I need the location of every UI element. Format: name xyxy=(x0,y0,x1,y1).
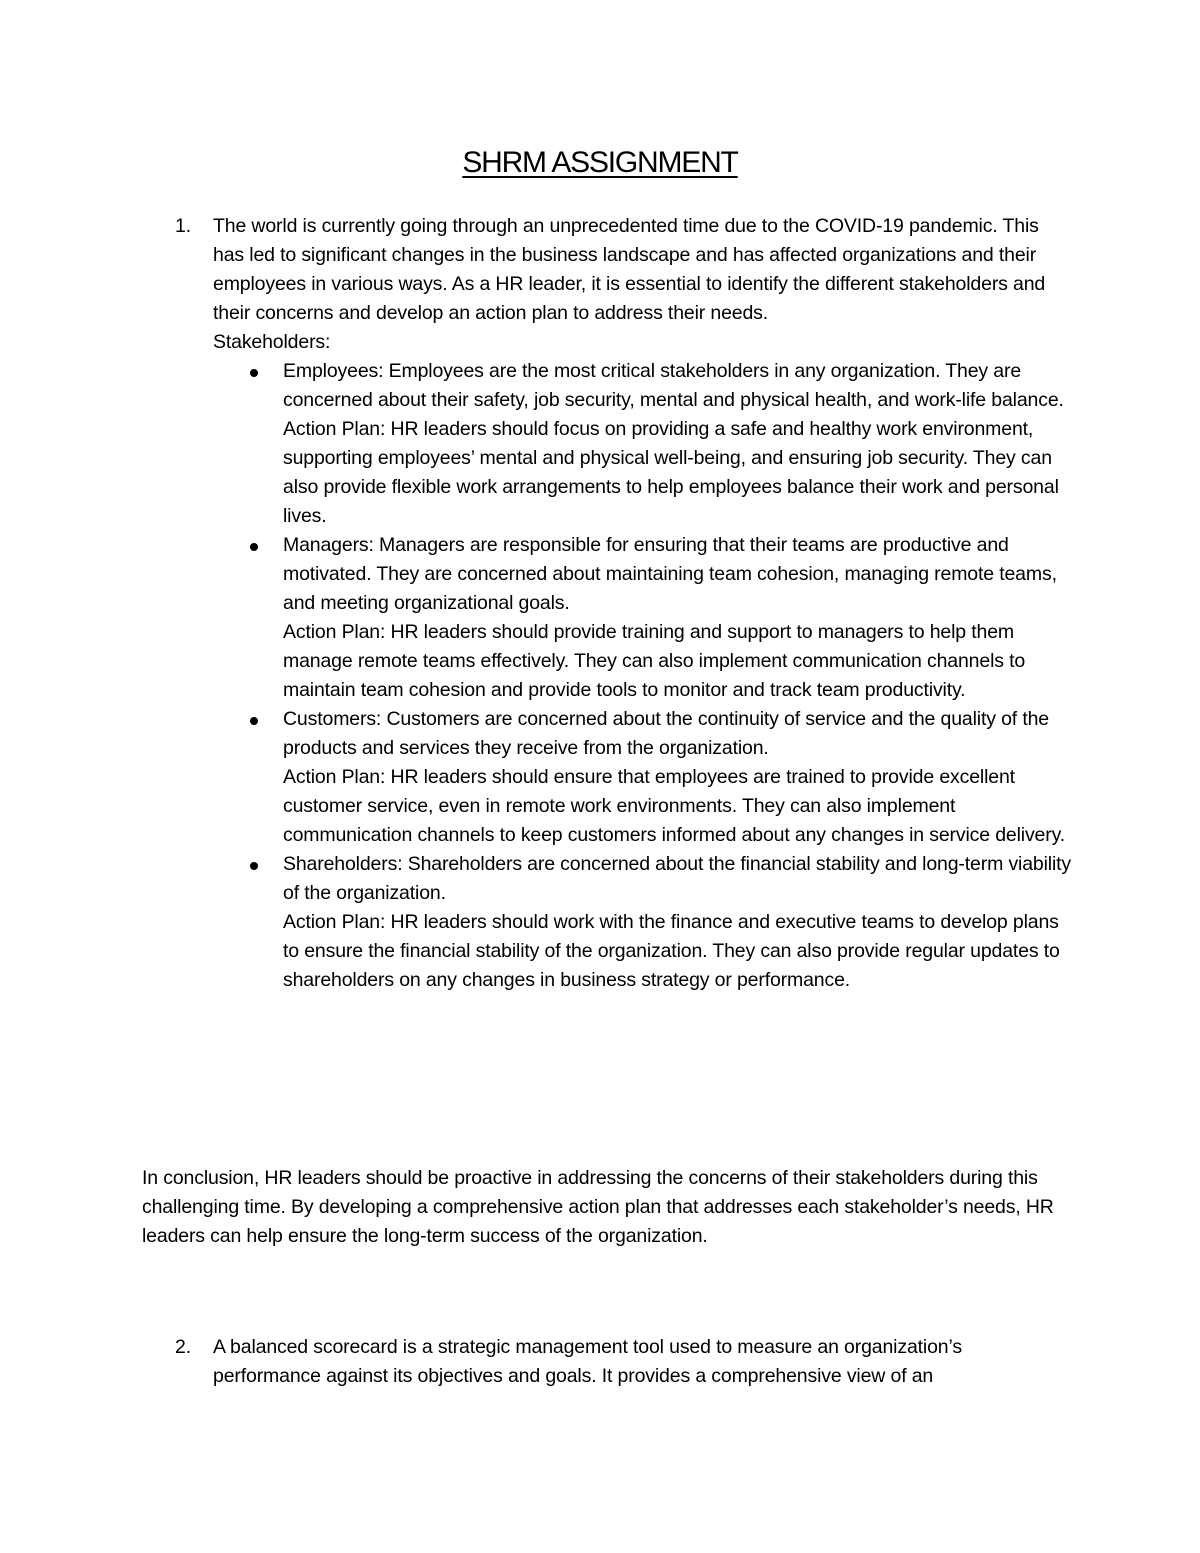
stakeholder-list xyxy=(213,357,1073,995)
bullet-icon xyxy=(250,369,258,377)
conclusion-paragraph: In conclusion, HR leaders should be proactive in addressing the concerns of their stakeholders during this challenging time. By developing a comprehensive action plan that addresses each stakeholder’s needs, HR leaders can help ensure the long-term success of the organization. xyxy=(142,1167,1054,1247)
stakeholder-action-plan: Action Plan: HR leaders should provide training and support to managers to help them manage remote teams effectively. They can also implement communication channels to maintain team cohesion and provide tools to monitor and track team productivity. xyxy=(283,621,1026,701)
bullet-icon xyxy=(250,717,258,725)
stakeholder-item-managers xyxy=(213,531,1073,705)
stakeholder-item-customers xyxy=(213,705,1073,850)
stakeholder-action-plan: Action Plan: HR leaders should focus on providing a safe and healthy work environment, supporting employees’ mental and physical well-being, and ensuring job security. They can also provide flexible work arrangements to help employees balance their work and personal lives. xyxy=(283,418,1059,527)
question-2-intro: A balanced scorecard is a strategic management tool used to measure an organization’s performance against its objectives and goals. It provides a comprehensive view of an xyxy=(213,1336,962,1387)
stakeholders-label: Stakeholders: xyxy=(213,331,331,353)
bullet-icon xyxy=(250,862,258,870)
stakeholder-action-plan: Action Plan: HR leaders should work with the finance and executive teams to develop plans to ensure the financial stability of the organization. They can also provide regular updates to shareholders on any changes in business strategy or performance. xyxy=(283,911,1060,991)
stakeholder-description: Managers: Managers are responsible for ensuring that their teams are productive and motivated. They are concerned about maintaining team cohesion, managing remote teams, and meeting organizational goals. xyxy=(283,534,1057,614)
question-1 xyxy=(175,212,1073,995)
document-title: SHRM ASSIGNMENT xyxy=(462,146,738,179)
question-1-intro: The world is currently going through an unprecedented time due to the COVID-19 pandemic. This has led to significant changes in the business landscape and has affected organizations and their employees in various ways. As a HR leader, it is essential to identify the different stakeholders and their concerns and develop an action plan to address their needs. xyxy=(213,215,1046,324)
question-2 xyxy=(175,1333,1073,1391)
question-2-number: 2. xyxy=(175,1336,191,1358)
stakeholder-item-shareholders xyxy=(213,850,1073,995)
question-1-number: 1. xyxy=(175,215,191,237)
stakeholder-description: Customers: Customers are concerned about the continuity of service and the quality of the products and services they receive from the organization. xyxy=(283,708,1049,759)
stakeholder-item-employees xyxy=(213,357,1073,531)
stakeholder-description: Employees: Employees are the most critical stakeholders in any organization. They are concerned about their safety, job security, mental and physical health, and work-life balance. xyxy=(283,360,1064,411)
stakeholder-description: Shareholders: Shareholders are concerned about the financial stability and long-term viability of the organization. xyxy=(283,853,1072,904)
bullet-icon xyxy=(250,543,258,551)
stakeholder-action-plan: Action Plan: HR leaders should ensure that employees are trained to provide excellent customer service, even in remote work environments. They can also implement communication channels to keep customers informed about any changes in service delivery. xyxy=(283,766,1066,846)
